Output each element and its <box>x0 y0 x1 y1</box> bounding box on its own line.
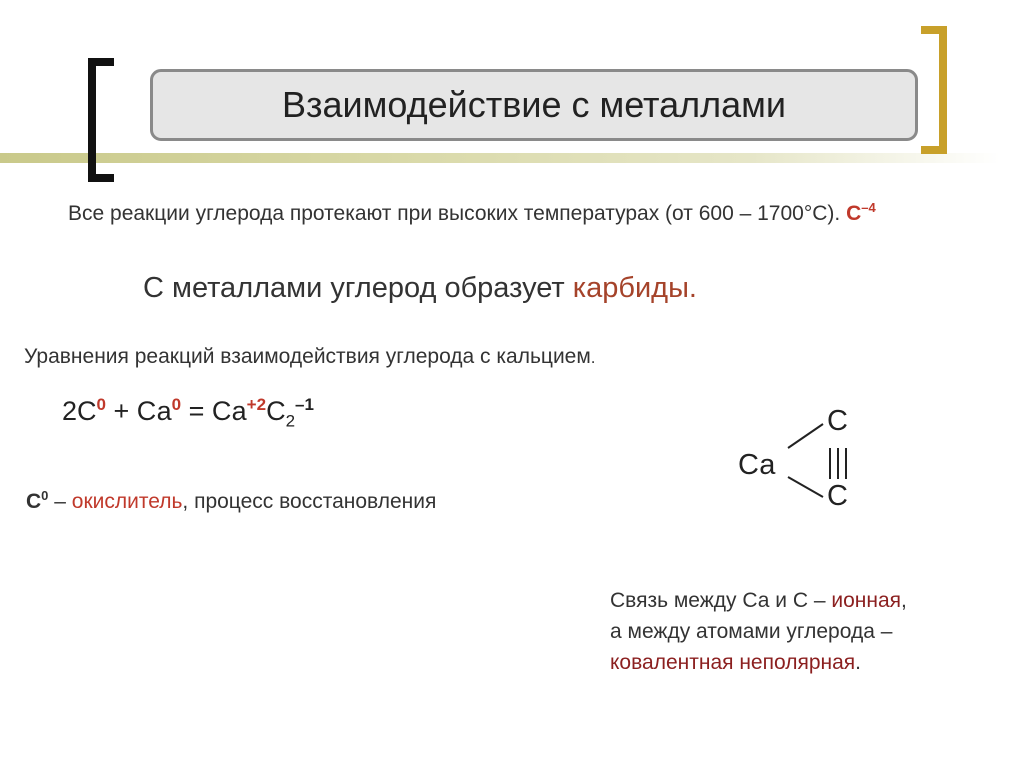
carbides-highlight: карбиды. <box>572 272 697 304</box>
decorative-underline <box>0 153 1000 163</box>
bond-description <box>610 585 1010 678</box>
slide-title: Взаимодействие с металлами <box>281 84 787 125</box>
carbides-sentence: С металлами углерод образует карбиды. <box>143 272 697 304</box>
oxidizer-role: окислитель <box>71 490 183 513</box>
intro-text: Все реакции углерода протекают при высоких температурах (от 600 – 1700°С). <box>68 202 841 225</box>
left-bracket-decoration <box>88 58 114 182</box>
reaction-equation: $2С^0 + Са^0 = Са^{+2}С_2^{-1}$ <box>62 395 314 431</box>
bond-line-2: а между атомами углерода – <box>610 620 893 643</box>
ionic-highlight: ионная <box>831 589 902 612</box>
calcium-atom: Са <box>738 449 776 481</box>
right-bracket-decoration <box>921 26 947 154</box>
calcium-carbide-structure <box>720 395 870 520</box>
equations-heading: Уравнения реакций взаимодействия углерода с кальцием. <box>24 345 596 368</box>
carbon-ion-symbol: $С^{-4}$ <box>846 200 876 225</box>
oxidizer-statement: $С^0$ – окислитель, процесс восстановления <box>26 488 437 513</box>
carbon-atom-top: С <box>827 405 848 437</box>
carbon-atom-bottom: С <box>827 480 848 512</box>
bond-line-top <box>788 424 823 448</box>
covalent-highlight: ковалентная неполярная <box>610 651 856 674</box>
bond-line-bottom <box>788 477 823 497</box>
intro-paragraph <box>28 198 928 230</box>
bond-line-1: Связь между Са и С – ионная, <box>610 589 907 612</box>
bond-line-3: ковалентная неполярная. <box>610 651 861 674</box>
